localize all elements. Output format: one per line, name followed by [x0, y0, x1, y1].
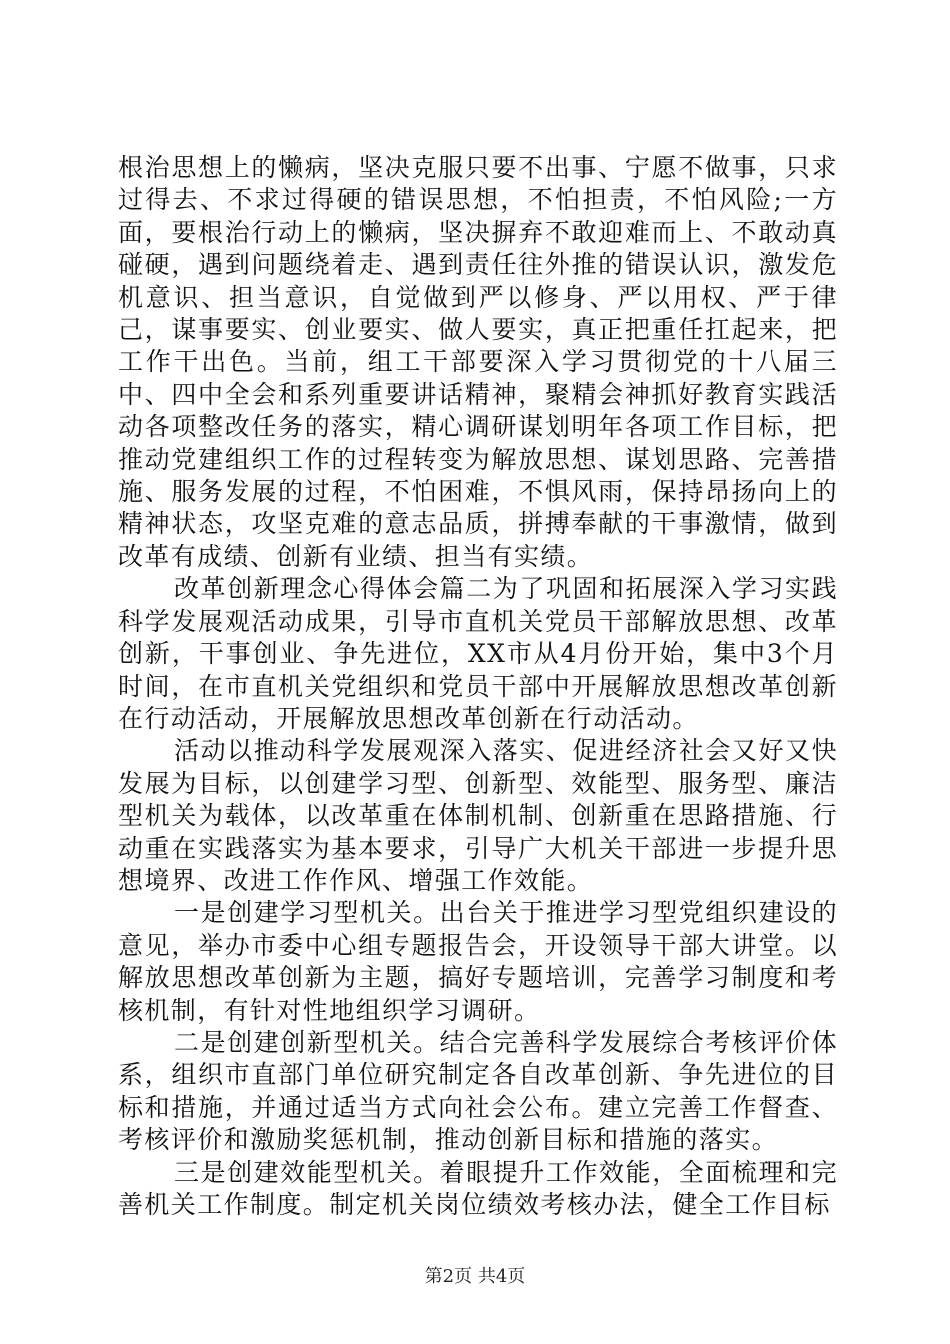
page-number-footer: 第2页 共4页 — [424, 1266, 526, 1287]
paragraph-5: 二是创建创新型机关。结合完善科学发展综合考核评价体系，组织市直部门单位研究制定各自改革创新、争先进位的目标和措施，并通过适当方式向社会公布。建立完善工作督查、考核评价和激励奖惩机制，推动创新目标和措施的落实。 — [118, 1027, 838, 1155]
paragraph-3: 活动以推动科学发展观深入落实、促进经济社会又好又快发展为目标，以创建学习型、创新型、效能型、服务型、廉洁型机关为载体，以改革重在体制机制、创新重在思路措施、行动重在实践落实为基本要求，引导广大机关干部进一步提升思想境界、改进工作作风、增强工作效能。 — [118, 736, 838, 895]
paragraph-4: 一是创建学习型机关。出台关于推进学习型党组织建设的意见，举办市委中心组专题报告会，开设领导干部大讲堂。以解放思想改革创新为主题，搞好专题培训，完善学习制度和考核机制，有针对性地组织学习调研。 — [118, 898, 838, 1025]
paragraph-6: 三是创建效能型机关。着眼提升工作效能，全面梳理和完善机关工作制度。制定机关岗位绩效考核办法，健全工作目标 — [118, 1157, 838, 1219]
paragraph-1: 根治思想上的懒病，坚决克服只要不出事、宁愿不做事，只求过得去、不求过得硬的错误思想，不怕担责，不怕风险;一方面，要根治行动上的懒病，坚决摒弃不敢迎难而上、不敢动真碰硬，遇到问题绕着走、遇到责任往外推的错误认识，激发危机意识、担当意识，自觉做到严以修身、严以用权、严于律己，谋事要实、创业要实、做人要实，真正把重任扛起来，把工作干出色。当前，组工干部要深入学习贯彻党的十八届三中、四中全会和系列重要讲话精神，聚精会神抓好教育实践活动各项整改任务的落实，精心调研谋划明年各项工作目标，把推动党建组织工作的过程转变为解放思想、谋划思路、完善措施、服务发展的过程，不怕困难，不惧风雨，保持昂扬向上的精神状态，攻坚克难的意志品质，拼搏奉献的干事激情，做到改革有成绩、创新有业绩、担当有实绩。 — [118, 153, 838, 571]
paragraph-2: 改革创新理念心得体会篇二为了巩固和拓展深入学习实践科学发展观活动成果，引导市直机关党员干部解放思想、改革创新，干事创业、争先进位，XX市从4月份开始，集中3个月时间，在市直机关党组织和党员干部中开展解放思想改革创新在行动活动，开展解放思想改革创新在行动活动。 — [118, 574, 838, 733]
document-body — [118, 152, 838, 1221]
